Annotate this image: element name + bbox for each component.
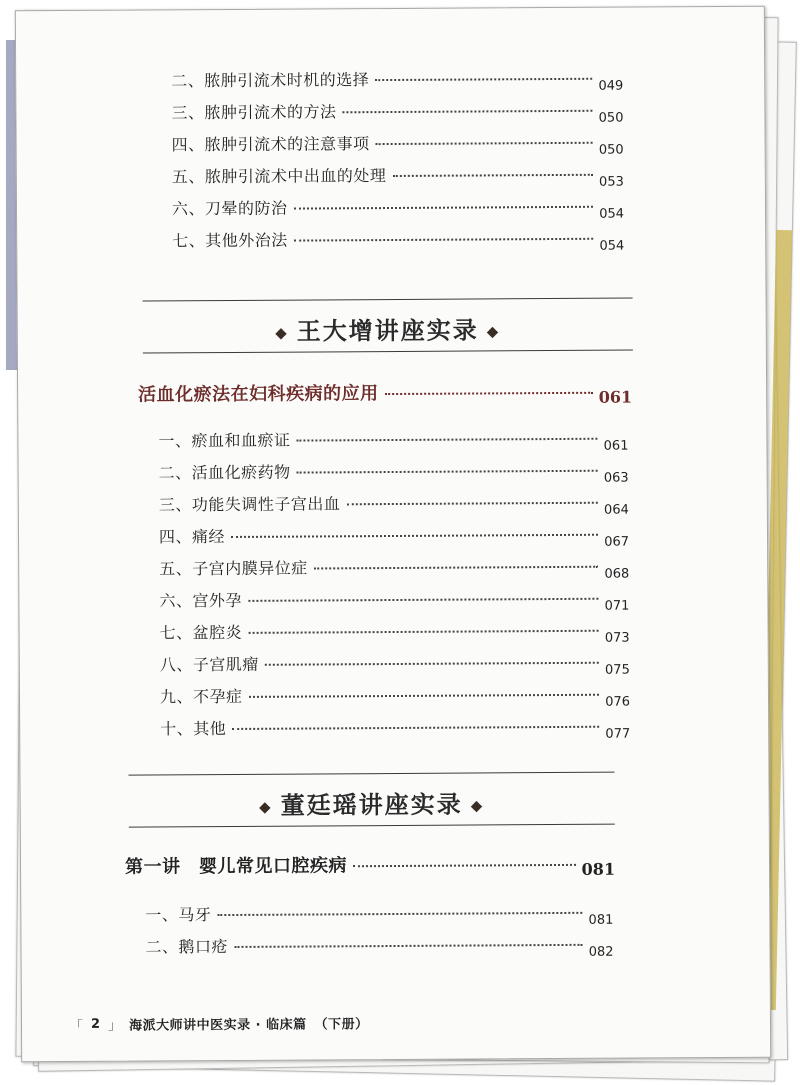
dot-leader — [265, 661, 599, 666]
toc-entry-label: 八、子宫肌瘤 — [159, 654, 259, 675]
toc-entry[interactable] — [171, 98, 623, 124]
dot-leader — [353, 863, 576, 867]
dot-leader — [232, 725, 599, 730]
toc-entry-label: 七、其他外治法 — [172, 230, 288, 251]
dot-leader — [248, 693, 599, 698]
dot-leader — [375, 77, 592, 81]
toc-entry[interactable] — [160, 714, 630, 740]
toc-entry-page: 064 — [603, 502, 629, 518]
dot-leader — [342, 109, 592, 114]
banner-rule-top — [128, 772, 614, 776]
banner-rule-bottom — [129, 824, 615, 828]
toc-entry-label: 二、脓肿引流术时机的选择 — [171, 70, 370, 91]
lecture-title: 第一讲 婴儿常见口腔疾病 — [124, 855, 348, 878]
toc-entry-page: 077 — [605, 726, 631, 742]
dot-leader — [234, 943, 583, 948]
toc-entry-page: 050 — [598, 110, 624, 126]
diamond-icon: ◆ — [486, 322, 501, 341]
diamond-icon: ◆ — [259, 797, 273, 816]
toc-entry-label: 六、宫外孕 — [159, 590, 242, 611]
toc-entry-page: 081 — [588, 912, 614, 928]
volume-label: （下册） — [314, 1017, 369, 1033]
toc-entry[interactable] — [160, 682, 630, 708]
toc-page — [15, 6, 771, 1063]
toc-entry-page: 053 — [598, 174, 624, 190]
toc-entry-page: 054 — [599, 238, 625, 254]
toc-entry-label: 二、鹅口疮 — [145, 937, 229, 957]
lecture-title: 活血化瘀法在妇科疾病的应用 — [138, 383, 379, 406]
toc-entry-page: 075 — [604, 662, 630, 678]
banner-rule-top — [143, 298, 633, 302]
toc-entry[interactable] — [172, 194, 624, 220]
toc-entry[interactable] — [172, 162, 624, 188]
section-banner-dong — [128, 770, 614, 837]
dot-leader — [248, 597, 599, 602]
toc-entry-label: 九、不孕症 — [159, 686, 243, 707]
page-number: 2 — [90, 1016, 101, 1032]
dot-leader — [217, 911, 582, 916]
diamond-icon: ◆ — [275, 323, 289, 342]
toc-entry[interactable] — [160, 650, 630, 676]
toc-entry[interactable] — [159, 554, 629, 580]
toc-entry-label: 六、刀晕的防治 — [171, 198, 288, 219]
toc-entry[interactable] — [160, 618, 630, 644]
dot-leader — [248, 629, 599, 634]
dot-leader — [296, 437, 597, 442]
toc-entry-page: 063 — [603, 470, 629, 486]
section-title: ◆ 王大增讲座实录 ◆ — [275, 316, 501, 346]
diamond-icon: ◆ — [470, 796, 485, 815]
banner-rule-bottom — [143, 350, 633, 354]
lecture-entry[interactable] — [125, 850, 615, 879]
toc-entry-label: 四、脓肿引流术的注意事项 — [171, 134, 370, 155]
footer-bracket-close: 」 — [108, 1018, 122, 1034]
toc-entry[interactable] — [145, 932, 613, 958]
toc-entry-label: 四、痛经 — [158, 527, 226, 547]
toc-entry[interactable] — [145, 900, 613, 926]
toc-entry-page: 049 — [598, 78, 624, 94]
dot-leader — [231, 533, 598, 538]
page-footer — [70, 1013, 369, 1034]
book-title: 海派大师讲中医实录 · 临床篇 — [129, 1017, 307, 1034]
toc-entry[interactable] — [159, 458, 629, 484]
lecture-page: 061 — [598, 387, 633, 407]
dot-leader — [376, 141, 593, 145]
toc-entry-page: 054 — [599, 206, 625, 222]
dot-leader — [297, 469, 598, 474]
toc-entry-page: 073 — [604, 630, 630, 646]
toc-entry-page: 067 — [604, 534, 630, 550]
toc-entry-page: 050 — [598, 142, 624, 158]
toc-entry-page: 071 — [604, 598, 630, 614]
toc-entry-label: 三、功能失调性子宫出血 — [158, 494, 341, 515]
lecture-entry[interactable] — [138, 378, 632, 407]
toc-entry[interactable] — [159, 586, 629, 612]
toc-entry-label: 五、脓肿引流术中出血的处理 — [171, 166, 387, 187]
toc-entry-label: 五、子宫内膜异位症 — [159, 558, 308, 579]
dot-leader — [346, 501, 598, 506]
toc-entry[interactable] — [159, 490, 629, 516]
toc-entry[interactable] — [172, 130, 624, 156]
footer-bracket-open: 「 — [69, 1018, 84, 1034]
toc-entry-label: 一、马牙 — [145, 905, 212, 925]
section-title: ◆ 董廷瑶讲座实录 ◆ — [259, 790, 485, 820]
toc-entry-page: 061 — [603, 438, 629, 454]
toc-entry[interactable] — [172, 226, 624, 252]
toc-entry[interactable] — [171, 66, 623, 92]
toc-entry-label: 七、盆腔炎 — [159, 622, 243, 643]
toc-entry-page: 068 — [604, 566, 630, 582]
dot-leader — [385, 391, 593, 395]
toc-entry-page: 076 — [605, 694, 631, 710]
toc-entry[interactable] — [159, 522, 629, 548]
toc-entry-label: 十、其他 — [160, 719, 227, 739]
dot-leader — [392, 173, 593, 177]
section-banner-wang — [143, 296, 633, 363]
toc-entry-page: 082 — [588, 944, 614, 960]
toc-entry-label: 三、脓肿引流术的方法 — [171, 102, 337, 123]
toc-entry-label: 一、瘀血和血瘀证 — [158, 430, 291, 451]
dot-leader — [294, 237, 594, 242]
dot-leader — [314, 565, 599, 570]
toc-entry[interactable] — [158, 426, 628, 452]
lecture-page: 081 — [581, 859, 616, 879]
dot-leader — [294, 205, 594, 210]
toc-entry-label: 二、活血化瘀药物 — [158, 462, 291, 483]
